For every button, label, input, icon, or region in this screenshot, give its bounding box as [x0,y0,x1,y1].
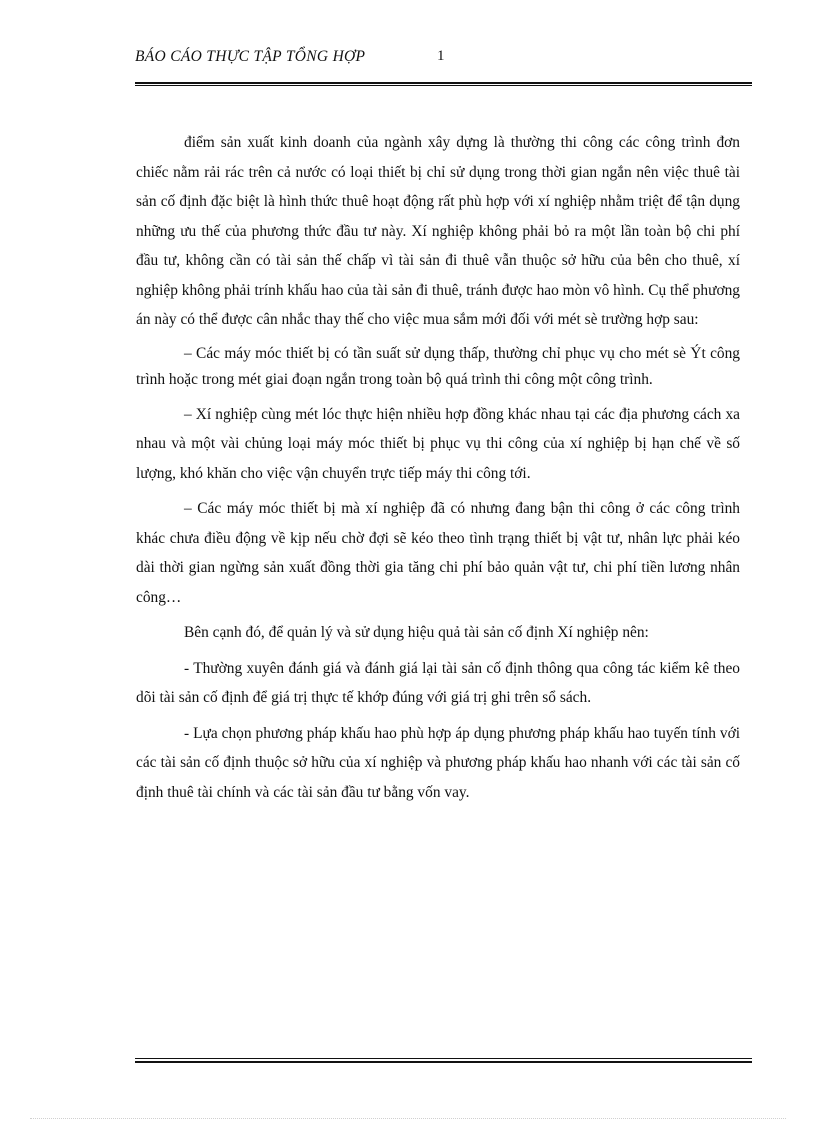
page-header [135,48,755,72]
page-number: 1 [437,48,445,64]
paragraph-case-multiple-contracts: – Xí nghiệp cùng mét lóc thực hiện nhiều hợp đồng khác nhau tại các địa phương cách xa nhau và một vài chủng loại máy móc thiết bị phục vụ thi công của xí nghiệp bị hạn chế về số lượng, khó khăn cho việc vận chuyển trực tiếp máy thi công tới. [136,405,740,482]
footer-rule [135,1058,752,1063]
paragraph-recommendation-intro: Bên cạnh đó, để quản lý và sử dụng hiệu quả tài sản cố định Xí nghiệp nên: [184,624,649,641]
paragraph-recommendation-depreciation: - Lựa chọn phương pháp khấu hao phù hợp áp dụng phương pháp khấu hao tuyến tính với các tài sản cố định thuộc sở hữu của xí nghiệp và phương pháp khấu hao nhanh với các tài sản cố định thuê tài chính và các tài sản đầu tư bằng vốn vay. [136,724,740,801]
paragraph-case-low-usage: – Các máy móc thiết bị có tần suất sử dụng thấp, thường chỉ phục vụ cho mét sè Ýt công trình hoặc trong mét giai đoạn ngắn trong toàn bộ quá trình thi công một công trình. [136,344,740,388]
report-title: BÁO CÁO THỰC TẬP TỔNG HỢP [135,48,366,65]
header-rule [135,82,752,86]
body-text [136,128,740,807]
paragraph-recommendation-evaluate: - Thường xuyên đánh giá và đánh giá lại tài sản cố định thông qua công tác kiểm kê theo dõi tài sản cố định để giá trị thực tế khớp đúng với giá trị ghi trên sổ sách. [136,659,740,706]
paragraph-case-busy-equipment: – Các máy móc thiết bị mà xí nghiệp đã có nhưng đang bận thi công ở các công trình khác chưa điều động về kịp nếu chờ đợi sẽ kéo theo tình trạng thiết bị vật tư, nhân lực phải kéo dài thời gian ngừng sản xuất đồng thời gia tăng chi phí bảo quản vật tư, chi phí tiền lương nhân công… [136,500,740,606]
paragraph-intro: điểm sản xuất kinh doanh của ngành xây dựng là thường thi công các công trình đơn chiếc nằm rải rác trên cả nước có loại thiết bị chỉ sử dụng trong thời gian ngắn nên việc thuê tài sản cố định đặc biệt là hình thức thuê hoạt động rất phù hợp với xí nghiệp nhằm triệt để tận dụng những ưu thế của phương thức đầu tư này. Xí nghiệp không phải bỏ ra một lần toàn bộ chi phí đầu tư, không cần có tài sản thế chấp vì tài sản đi thuê vẫn thuộc sở hữu của bên cho thuê, xí nghiệp không phải trính khấu hao của tài sản đi thuê, tránh được hao mòn vô hình. Cụ thể phương án này có thể được cân nhắc thay thế cho việc mua sắm mới đối với mét sè trường hợp sau: [136,134,740,328]
page-edge-divider [30,1118,786,1119]
